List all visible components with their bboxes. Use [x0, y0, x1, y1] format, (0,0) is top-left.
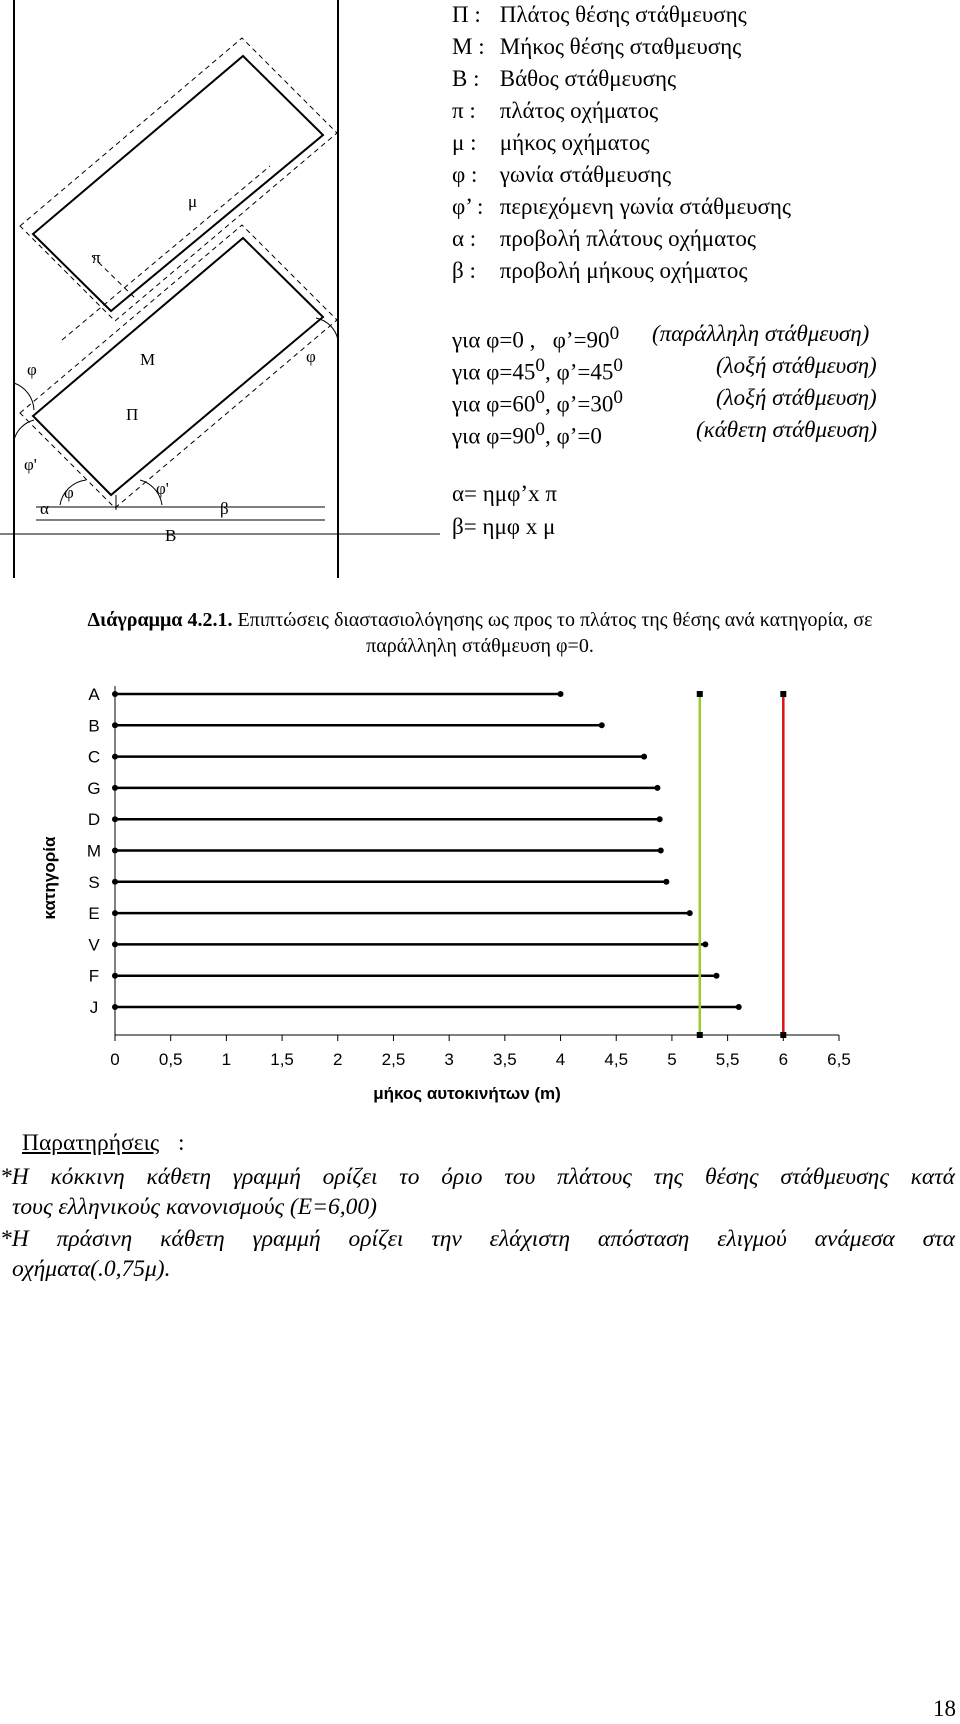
legend-item: Π : Πλάτος θέσης στάθμευσης — [452, 2, 747, 27]
legend-item: β : προβολή μήκους οχήματος — [452, 258, 748, 283]
label-phi-left: φ — [27, 360, 37, 379]
note-green-line-2: οχήματα(.0,75μ). — [12, 1256, 171, 1282]
label-B: B — [165, 526, 177, 545]
bar-end-A — [558, 691, 564, 697]
bar-end-B — [599, 722, 605, 728]
x-tick-label: 0 — [110, 1050, 120, 1069]
legend-item: π : πλάτος οχήματος — [452, 98, 659, 123]
category-label: M — [86, 841, 102, 861]
bar-end-J — [736, 1004, 742, 1010]
caption-label: Διάγραμμα 4.2.1. — [87, 609, 233, 631]
formula-beta: β= ημφ x μ — [452, 514, 556, 539]
notes-heading-colon: : — [178, 1130, 185, 1156]
category-label: F — [88, 966, 100, 986]
parking-geometry-diagram — [0, 0, 440, 590]
bar-end-C — [641, 754, 647, 760]
notes-heading: Παρατηρήσεις — [22, 1130, 160, 1156]
label-pi: π — [92, 248, 101, 267]
category-label: B — [88, 716, 100, 736]
legend-item: φ’ : περιεχόμενη γωνία στάθμευσης — [452, 194, 792, 219]
page-number: 18 — [933, 1696, 956, 1721]
bar-end-F — [713, 973, 719, 979]
chart-bars — [112, 691, 742, 1010]
x-tick-label: 4,5 — [604, 1050, 629, 1069]
category-label: G — [87, 778, 101, 798]
reference-top-marker — [697, 691, 703, 697]
caption-text: Επιπτώσεις διαστασιολόγησης ως προς το πλάτος της θέσης ανά κατηγορία, σε — [232, 609, 873, 631]
x-tick-label: 6 — [778, 1050, 789, 1069]
bar-end-G — [654, 785, 660, 791]
bar-end-V — [702, 941, 708, 947]
x-tick-label: 2 — [333, 1050, 343, 1069]
x-tick-label: 1 — [221, 1050, 232, 1069]
x-tick-label: 4 — [555, 1050, 566, 1069]
category-label: A — [88, 685, 100, 704]
label-phi-prime-left: φ' — [24, 455, 37, 474]
note-red-line-2: τους ελληνικούς κανονισμούς (Ε=6,00) — [12, 1194, 377, 1220]
legend-item: φ : γωνία στάθμευσης — [452, 162, 672, 187]
legend-item: Μ : Μήκος θέσης σταθμευσης — [452, 34, 742, 59]
bar-end-S — [663, 879, 669, 885]
legend-item: μ : μήκος οχήματος — [452, 130, 650, 155]
x-tick-label: 6,5 — [827, 1050, 851, 1069]
x-axis-label: μήκος αυτοκινήτων (m) — [373, 1084, 561, 1103]
category-label: E — [88, 904, 100, 924]
phi-prime-arc-left — [14, 420, 34, 440]
x-tick-label: 3 — [444, 1050, 454, 1069]
x-tick-label: 3,5 — [493, 1050, 517, 1069]
angle-case: για $\varphi=60^0$, $\varphi’=30^0$ (λοξή στάθμευση) — [452, 385, 877, 417]
x-tick-label: 2,5 — [381, 1050, 406, 1069]
label-mu: μ — [188, 192, 198, 211]
x-tick-label: 1,5 — [270, 1050, 294, 1069]
bar-end-D — [657, 816, 663, 822]
angle-case: για φ=0 , $\varphi’=90^0$ (παράλληλη στάθμευση) — [452, 321, 870, 353]
category-label: D — [87, 810, 101, 830]
reference-top-marker — [780, 691, 786, 697]
x-tick-label: 0,5 — [158, 1050, 183, 1069]
category-label: J — [89, 998, 99, 1017]
x-tick-label: 5 — [667, 1050, 677, 1069]
caption-text-2: παράλληλη στάθμευση φ=0. — [366, 635, 594, 657]
label-Pi: Π — [126, 405, 139, 424]
x-tick-label: 5,5 — [715, 1050, 740, 1069]
chart-category-labels — [87, 685, 101, 1017]
chart-tick-labels — [110, 1050, 851, 1069]
chart-axes — [115, 686, 839, 1041]
label-M: M — [140, 350, 156, 369]
chart-caption — [0, 607, 960, 659]
y-axis-label: κατηγορία — [40, 836, 59, 920]
chart-reference-lines — [697, 691, 787, 1038]
bar-end-E — [687, 910, 693, 916]
label-phi-right: φ — [306, 347, 316, 366]
bar-end-M — [658, 848, 664, 854]
category-label: S — [88, 872, 100, 892]
label-alpha: α — [40, 499, 49, 518]
note-green-line-1: *Η πράσινη κάθετη γραμμή ορίζει την ελάχιστη απόσταση ελιγμού ανάμεσα στα — [0, 1226, 955, 1252]
label-phi-bottom: φ — [64, 483, 74, 502]
category-label: C — [87, 747, 101, 767]
vehicle-length-chart — [0, 675, 960, 1115]
angle-case: για $\varphi=45^0$, $\varphi’=45^0$ (λοξή στάθμευση) — [452, 353, 877, 385]
legend-item: Β : Βάθος στάθμευσης — [452, 66, 677, 91]
note-red-line-1: *Η κόκκινη κάθετη γραμμή ορίζει το όριο του πλάτους της θέσης στάθμευσης κατά — [0, 1164, 955, 1190]
phi-arc-left — [14, 383, 34, 410]
angle-case: για $\varphi=90^0$, φ’=0 (κάθετη στάθμευση) — [452, 417, 878, 449]
label-phi-prime-bottom: φ' — [156, 479, 169, 498]
formula-alpha: α= ημφ’x π — [452, 481, 557, 506]
label-beta: β — [220, 499, 229, 518]
category-label: V — [88, 935, 100, 955]
legend-item: α : προβολή πλάτους οχήματος — [452, 226, 757, 251]
